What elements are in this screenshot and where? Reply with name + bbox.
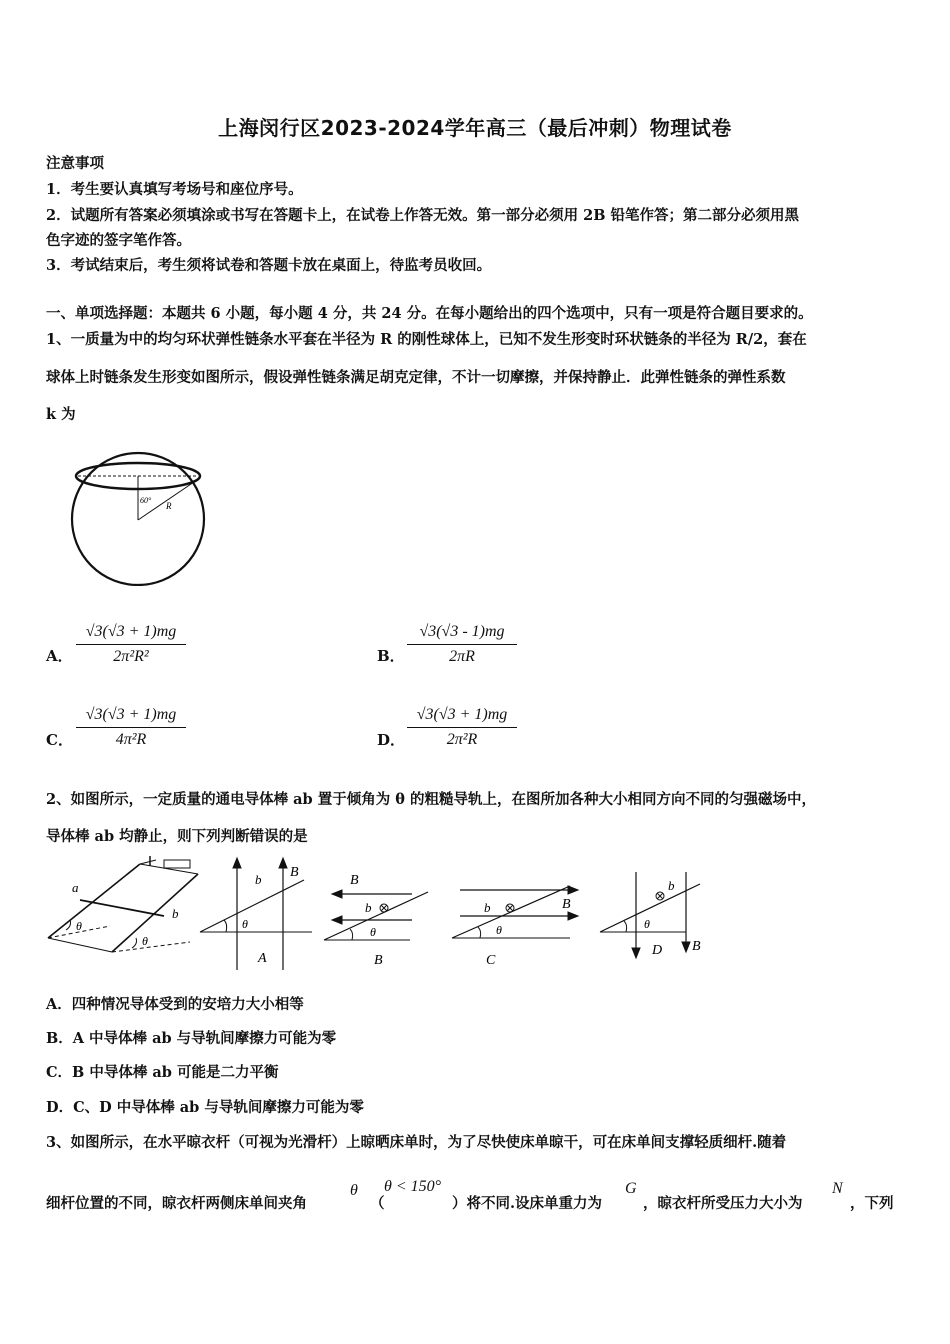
label-field: B <box>562 897 571 912</box>
q3-stem-line: 细杆位置的不同，晾衣杆两侧床单间夹角 <box>46 1195 307 1212</box>
panel-d-label: D <box>652 943 663 958</box>
label-b: b <box>668 878 675 893</box>
label-b: b <box>172 906 179 921</box>
q2-stem-line: 导体棒 ab 均静止，则下列判断错误的是 <box>46 828 308 845</box>
fraction-numerator: √3(√3 + 1)mg <box>407 706 517 728</box>
q3-condition: θ < 150° <box>384 1178 442 1195</box>
panel-c <box>452 886 578 938</box>
label-b: b <box>484 900 491 915</box>
q3-gravity-symbol: G <box>625 1180 637 1197</box>
q2-option-a[interactable]: A．四种情况导体受到的安培力大小相等 <box>46 996 304 1013</box>
q3-stem-part: ）将不同.设床单重力为 <box>452 1195 603 1212</box>
q1-stem-line: 球体上时链条发生形变如图所示，假设弹性链条满足胡克定律，不计一切摩擦，并保持静止．此弹性链条的弹性系数 <box>46 369 786 386</box>
fraction-numerator: √3(√3 - 1)mg <box>407 623 517 645</box>
label-theta: θ <box>242 917 248 931</box>
panel-b-label: B <box>374 953 383 968</box>
page-title: 上海闵行区2023-2024学年高三（最后冲刺）物理试卷 <box>218 116 732 140</box>
q1-option-c-fraction[interactable] <box>76 706 186 749</box>
fraction-denominator: 2π²R² <box>113 648 149 665</box>
q1-option-d-label[interactable]: D． <box>377 731 406 749</box>
panel-d <box>600 872 700 958</box>
q2-option-d[interactable]: D．C、D 中导体棒 ab 与导轨间摩擦力可能为零 <box>46 1099 364 1116</box>
q2-rail-figure <box>40 852 720 977</box>
notice-item: 2．试题所有答案必须填涂或书写在答题卡上，在试卷上作答无效。第一部分必须用 2B 铅笔作答；第二部分必须用黑 <box>46 207 800 224</box>
label-b: b <box>255 872 262 887</box>
q3-normal-symbol: N <box>832 1180 843 1197</box>
notice-item: 1．考生要认真填写考场号和座位序号。 <box>46 181 303 198</box>
fraction-denominator: 4π²R <box>115 731 147 748</box>
section-heading: 一、单项选择题：本题共 6 小题，每小题 4 分，共 24 分。在每小题给出的四个选项中，只有一项是符合题目要求的。 <box>46 305 813 322</box>
radius-label: R <box>166 501 172 511</box>
q2-stem-line: 2、如图所示，一定质量的通电导体棒 ab 置于倾角为 θ 的粗糙导轨上，在图所加各种大小相同方向不同的匀强磁场中， <box>46 791 816 808</box>
notice-item: 3．考试结束后，考生须将试卷和答题卡放在桌面上，待监考员收回。 <box>46 257 492 274</box>
q1-option-c-label[interactable]: C． <box>46 731 73 749</box>
q1-stem-line: k 为 <box>46 406 76 423</box>
label-a: a <box>72 880 79 895</box>
q3-theta: θ <box>350 1182 358 1199</box>
notice-item: 色字迹的签字笔作答。 <box>46 232 191 249</box>
q2-option-c[interactable]: C．B 中导体棒 ab 可能是二力平衡 <box>46 1064 279 1081</box>
fraction-numerator: √3(√3 + 1)mg <box>76 706 186 728</box>
q2-option-b[interactable]: B．A 中导体棒 ab 与导轨间摩擦力可能为零 <box>46 1030 337 1047</box>
q1-sphere-figure <box>64 436 214 586</box>
fraction-denominator: 2πR <box>449 648 475 665</box>
angle-label: 60° <box>140 496 152 505</box>
q1-stem-line: 1、一质量为中的均匀环状弹性链条水平套在半径为 R 的刚性球体上，已知不发生形变时环状链条的半径为 R/2，套在 <box>46 331 807 348</box>
fraction-denominator: 2π²R <box>446 731 478 748</box>
q1-option-a-fraction[interactable] <box>76 623 186 666</box>
q3-paren: （ <box>370 1195 385 1212</box>
label-field: B <box>350 873 359 888</box>
label-theta: θ <box>76 919 82 933</box>
q3-stem-line: 3、如图所示，在水平晾衣杆（可视为光滑杆）上晾晒床单时，为了尽快使床单晾干，可在床单间支撑轻质细杆.随着 <box>46 1134 787 1151</box>
panel-a-label: A <box>258 951 267 966</box>
perspective-rails <box>48 856 198 952</box>
fraction-numerator: √3(√3 + 1)mg <box>76 623 186 645</box>
q3-stem-part: ，晾衣杆所受压力大小为 <box>643 1195 803 1212</box>
label-field: B <box>290 865 299 880</box>
label-field: B <box>692 939 701 954</box>
q3-stem-part: ，下列 <box>850 1195 894 1212</box>
panel-b <box>324 890 428 940</box>
label-theta: θ <box>142 934 148 948</box>
label-theta: θ <box>644 917 650 931</box>
panel-c-label: C <box>486 953 496 968</box>
label-theta: θ <box>496 923 502 937</box>
q1-option-a-label[interactable]: A． <box>46 647 73 665</box>
q1-option-b-label[interactable]: B． <box>377 647 405 665</box>
notice-heading: 注意事项 <box>46 155 104 172</box>
q1-option-d-fraction[interactable] <box>407 706 517 749</box>
label-theta: θ <box>370 925 376 939</box>
label-b: b <box>365 900 372 915</box>
q1-option-b-fraction[interactable] <box>407 623 517 666</box>
